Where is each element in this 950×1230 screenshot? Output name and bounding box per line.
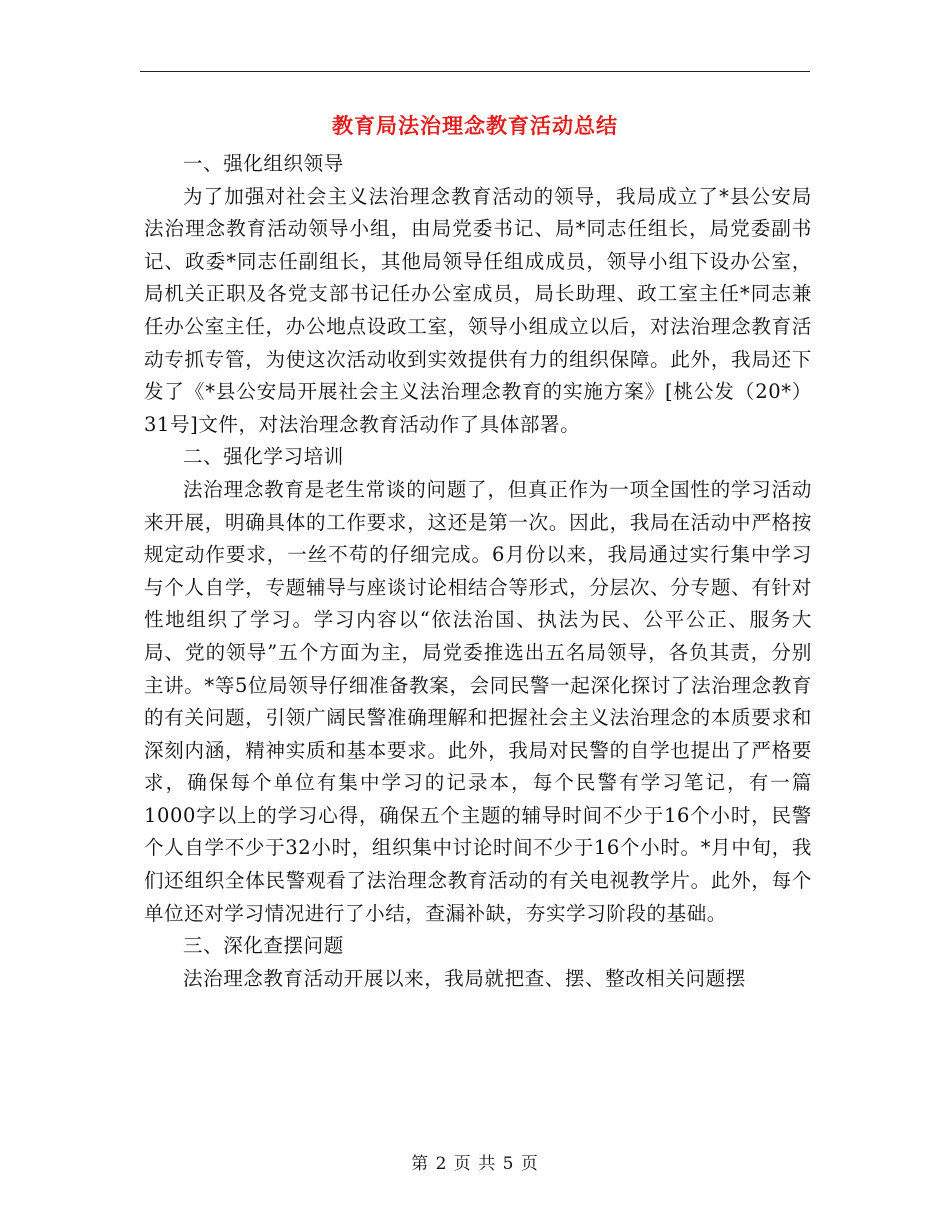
- section-heading-2: 二、强化学习培训: [183, 445, 344, 469]
- page-number: 第 2 页 共 5 页: [411, 1154, 539, 1174]
- section-heading-1: 一、强化组织领导: [183, 152, 344, 175]
- document-body: [144, 148, 812, 995]
- document-title: 教育局法治理念教育活动总结: [332, 113, 618, 138]
- body-paragraph-3: 法治理念教育活动开展以来，我局就把查、摆、整改相关问题摆: [183, 966, 746, 990]
- body-paragraph-1: 为了加强对社会主义法治理念教育活动的领导，我局成立了*县公安局法治理念教育活动领导小组，由局党委书记、局*同志任组长，局党委副书记、政委*同志任副组长，其他局领导任组成成员，领导小组下设办公室，局机关正职及各党支部书记任办公室成员，局长助理、政工室主任*同志兼任办公室主任，办公地点设政工室，领导小组成立以后，对法治理念教育活动专抓专管，为使这次活动收到实效提供有力的组织保障。此外，我局还下发了《*县公安局开展社会主义法治理念教育的实施方案》[桃公发（20*）31号]文件，对法治理念教育活动作了具体部署。: [144, 184, 812, 436]
- header-rule: [140, 71, 810, 72]
- body-paragraph-2: 法治理念教育是老生常谈的问题了，但真正作为一项全国性的学习活动来开展，明确具体的工作要求，这还是第一次。因此，我局在活动中严格按规定动作要求，一丝不苟的仔细完成。6月份以来，我局通过实行集中学习与个人自学，专题辅导与座谈讨论相结合等形式，分层次、分专题、有针对性地组织了学习。学习内容以“依法治国、执法为民、公平公正、服务大局、党的领导”五个方面为主，局党委推选出五名局领导，各负其责，分别主讲。*等5位局领导仔细准备教案，会同民警一起深化探讨了法治理念教育的有关问题，引领广阔民警准确理解和把握社会主义法治理念的本质要求和深刻内涵，精神实质和基本要求。此外，我局对民警的自学也提出了严格要求，确保每个单位有集中学习的记录本，每个民警有学习笔记，有一篇1000字以上的学习心得，确保五个主题的辅导时间不少于16个小时，民警个人自学不少于32小时，组织集中讨论时间不少于16个小时。*月中旬，我们还组织全体民警观看了法治理念教育活动的有关电视教学片。此外，每个单位还对学习情况进行了小结，查漏补缺，夯实学习阶段的基础。: [144, 477, 812, 925]
- section-heading-3: 三、深化查摆问题: [183, 934, 344, 958]
